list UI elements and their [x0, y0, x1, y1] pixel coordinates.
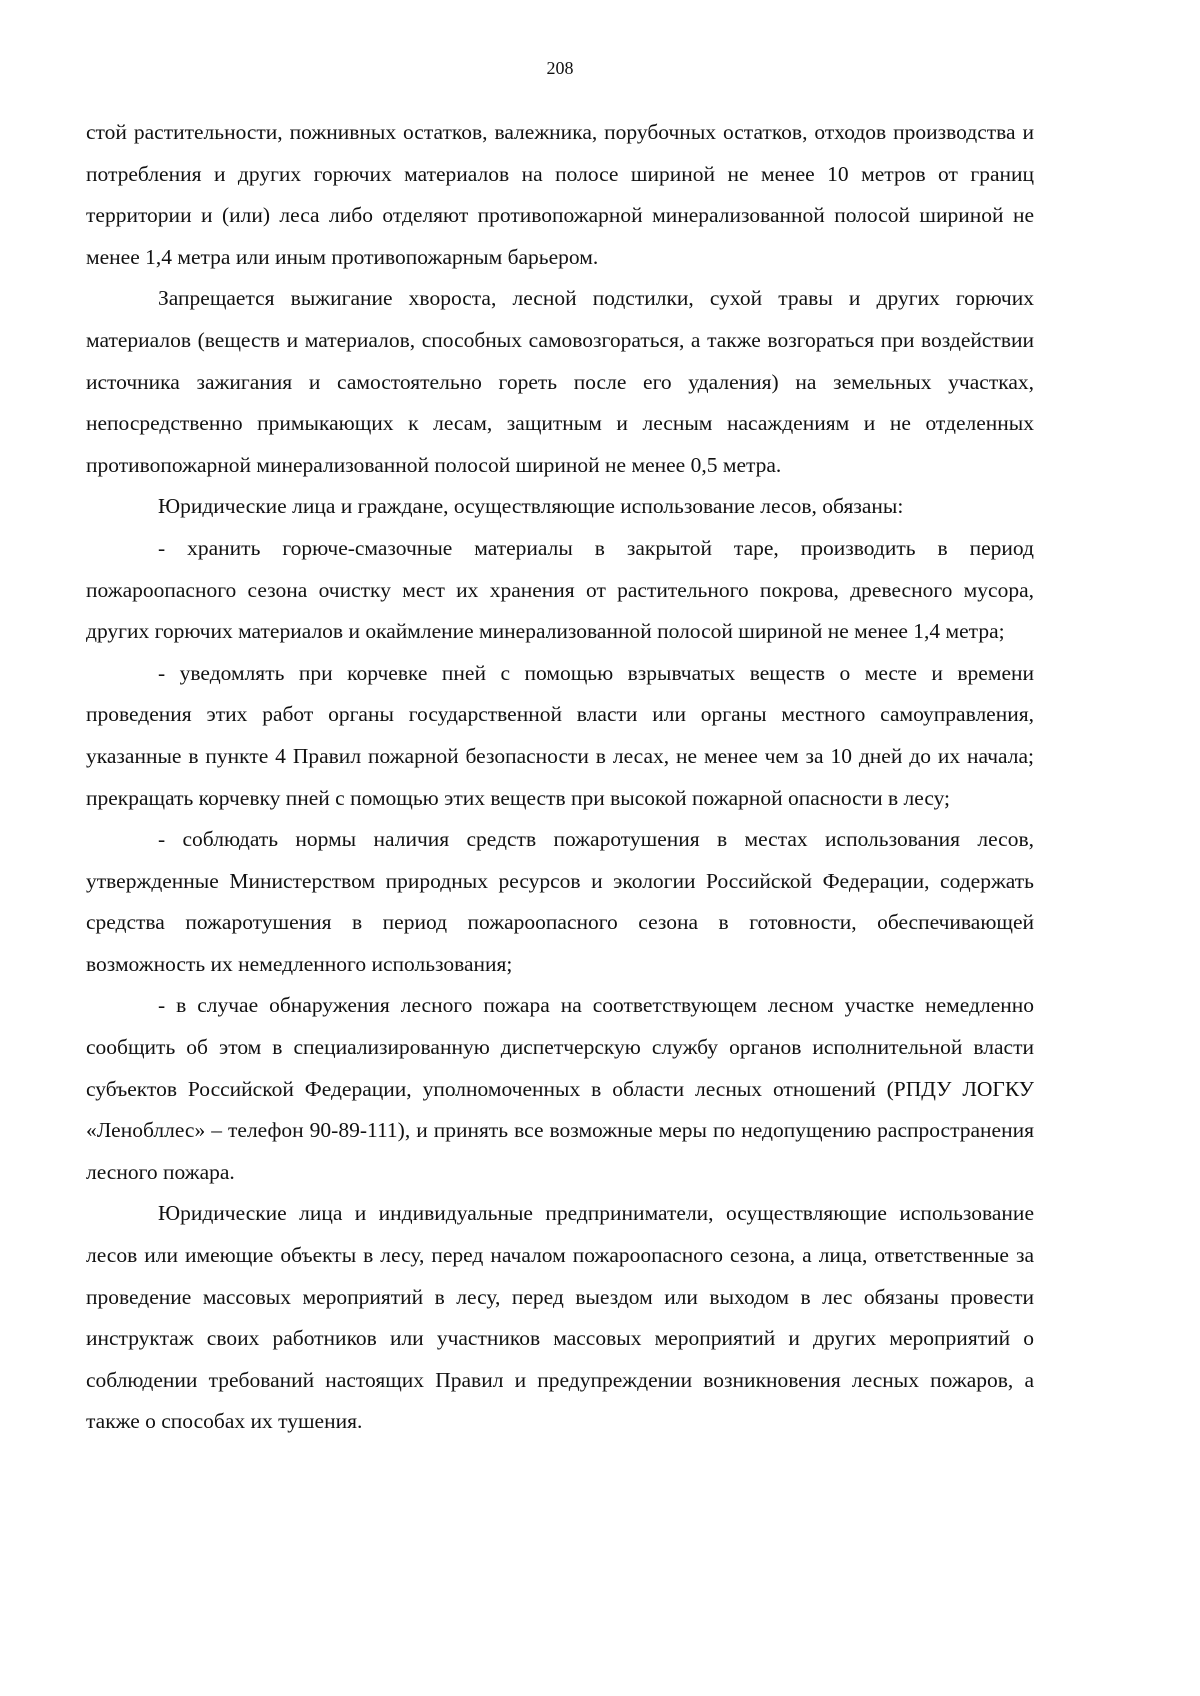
list-item: - хранить горюче-смазочные материалы в закрытой таре, производить в период пожароопасного сезона очистку мест их хранения от растительного покрова, древесного мусора, других горючих материалов и окаймление минерализованной полосой шириной не менее 1,4 метра; [86, 535, 1034, 644]
paragraph: Запрещается выжигание хвороста, лесной подстилки, сухой травы и других горючих материалов (веществ и материалов, способных самовозгораться, а также возгораться при воздействии источника зажигания и самостоятельно гореть после его удаления) на земельных участках, непосредственно примыкающих к лесам, защитным и лесным насаждениям и не отделенных противопожарной минерализованной полосой шириной не менее 0,5 метра. [86, 286, 1034, 477]
list-item: - в случае обнаружения лесного пожара на соответствующем лесном участке немедленно сообщить об этом в специализированную диспетчерскую службу органов исполнительной власти субъектов Российской Федерации, уполномоченных в области лесных отношений (РПДУ ЛОГКУ «Ленобллес» – телефон 90-89-111), и принять все возможные меры по недопущению распространения лесного пожара. [86, 993, 1034, 1184]
paragraph: Юридические лица и граждане, осуществляющие использование лесов, обязаны: [158, 494, 904, 519]
page-number: 208 [546, 58, 574, 78]
list-item: - соблюдать нормы наличия средств пожаротушения в местах использования лесов, утвержденные Министерством природных ресурсов и экологии Российской Федерации, содержать средства пожаротушения в период пожароопасного сезона в готовности, обеспечивающей возможность их немедленного использования; [86, 827, 1034, 976]
list-item: - уведомлять при корчевке пней с помощью взрывчатых веществ о месте и времени проведения этих работ органы государственной власти или органы местного самоуправления, указанные в пункте 4 Правил пожарной безопасности в лесах, не менее чем за 10 дней до их начала; прекращать корчевку пней с помощью этих веществ при высокой пожарной опасности в лесу; [86, 660, 1034, 810]
paragraph: стой растительности, пожнивных остатков, валежника, порубочных остатков, отходов производства и потребления и других горючих материалов на полосе шириной не менее 10 метров от границ территории и (или) леса либо отделяют противопожарной минерализованной полосой шириной не менее 1,4 метра или иным противопожарным барьером. [86, 120, 1034, 269]
paragraph: Юридические лица и индивидуальные предприниматели, осуществляющие использование лесов или имеющие объекты в лесу, перед началом пожароопасного сезона, а лица, ответственные за проведение массовых мероприятий в лесу, перед выездом или выходом в лес обязаны провести инструктаж своих работников или участников массовых мероприятий и других мероприятий о соблюдении требований настоящих Правил и предупреждении возникновения лесных пожаров, а также о способах их тушения. [86, 1201, 1034, 1434]
body-text [86, 112, 1034, 1443]
